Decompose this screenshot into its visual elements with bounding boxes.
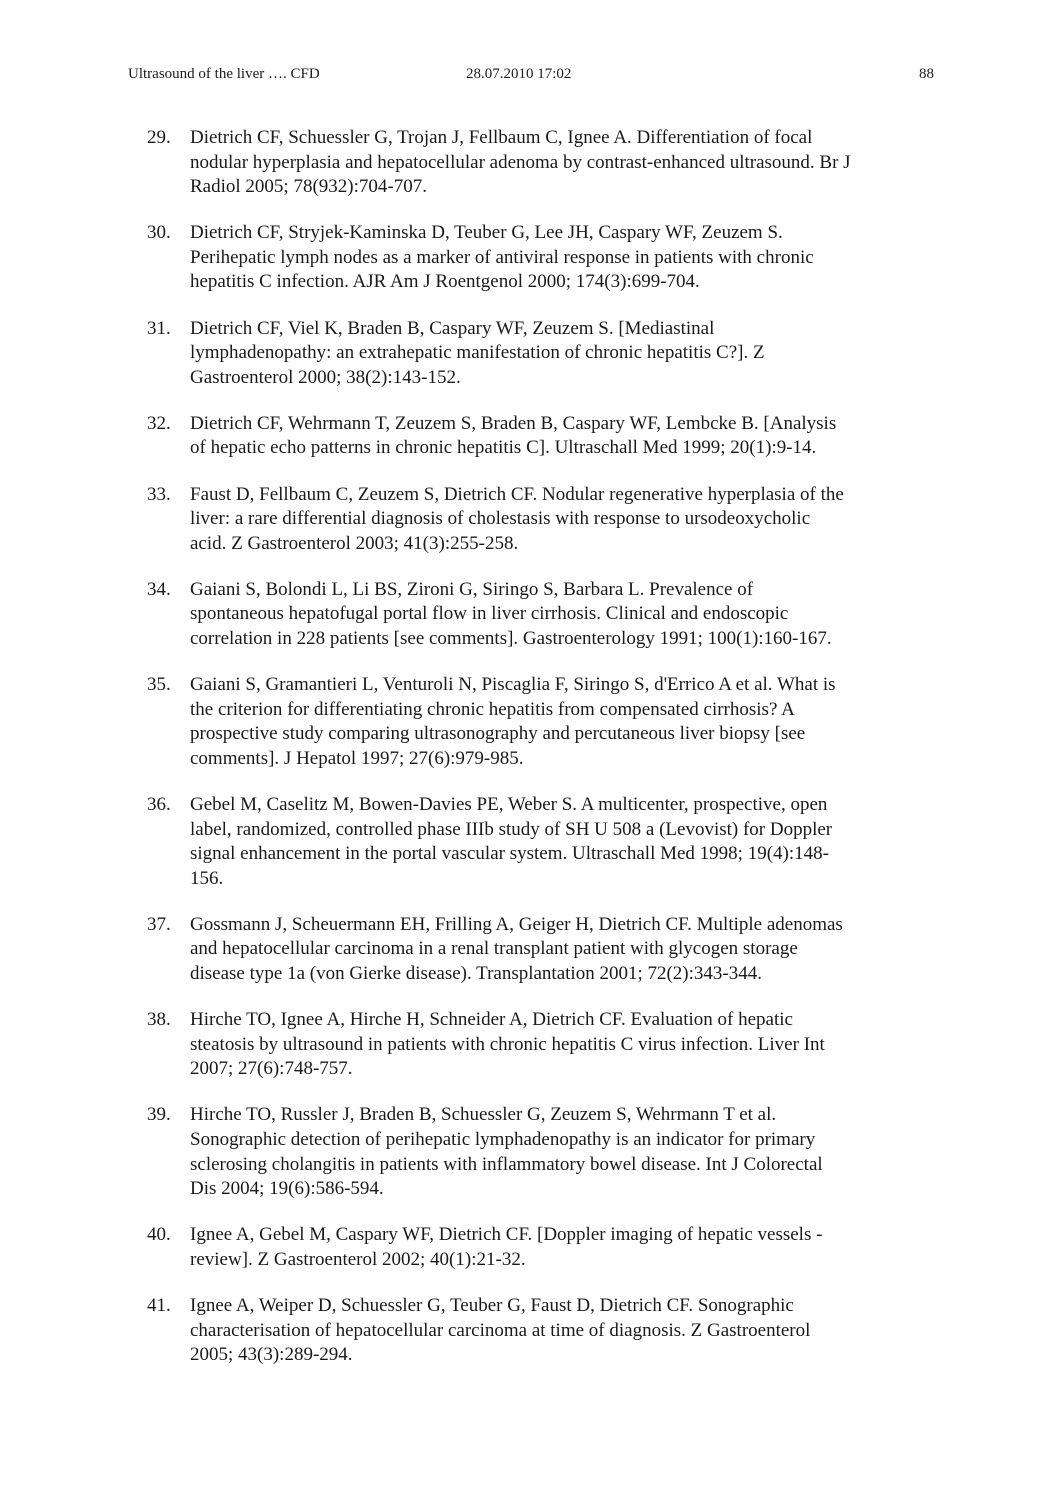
reference-text-line: steatosis by ultrasound in patients with chronic hepatitis C virus infection. Liver Int [190, 1033, 825, 1055]
reference-text-line: review]. Z Gastroenterol 2002; 40(1):21-32. [190, 1248, 526, 1270]
reference-text-line: Sonographic detection of perihepatic lymphadenopathy is an indicator for primary [190, 1129, 816, 1150]
page-number: 88 [919, 66, 934, 82]
reference-text-line: Ignee A, Weiper D, Schuessler G, Teuber G, Faust D, Dietrich CF. Sonographic [190, 1294, 794, 1316]
reference-item [147, 1294, 947, 1368]
header-title: Ultrasound of the liver …. CFD [128, 66, 320, 82]
reference-text-line: liver: a rare differential diagnosis of cholestasis with response to ursodeoxycholic [190, 508, 811, 530]
reference-item [147, 412, 947, 461]
reference-text-line: Faust D, Fellbaum C, Zeuzem S, Dietrich CF. Nodular regenerative hyperplasia of the [190, 483, 844, 505]
reference-number: 37. [147, 913, 171, 935]
reference-item [147, 126, 947, 200]
reference-number: 30. [147, 222, 171, 244]
reference-item [147, 221, 947, 295]
reference-text-line: correlation in 228 patients [see comments]. Gastroenterology 1991; 100(1):160-167. [190, 628, 832, 649]
reference-number: 39. [147, 1104, 171, 1126]
reference-text-line: Dietrich CF, Stryjek-Kaminska D, Teuber G, Lee JH, Caspary WF, Zeuzem S. [190, 222, 783, 244]
reference-item [147, 317, 947, 391]
reference-item [147, 578, 947, 652]
reference-number: 34. [147, 578, 171, 600]
reference-number: 29. [147, 127, 171, 148]
reference-text-line: disease type 1a (von Gierke disease). Transplantation 2001; 72(2):343-344. [190, 963, 762, 985]
reference-text-line: lymphadenopathy: an extrahepatic manifestation of chronic hepatitis C?]. Z [190, 342, 765, 364]
reference-text-line: Gossmann J, Scheuermann EH, Frilling A, Geiger H, Dietrich CF. Multiple adenomas [190, 913, 843, 935]
reference-text-line: Dis 2004; 19(6):586-594. [190, 1178, 384, 1200]
reference-text-line: Gastroenterol 2000; 38(2):143-152. [190, 366, 461, 388]
reference-text-line: sclerosing cholangitis in patients with inflammatory bowel disease. Int J Colorectal [190, 1153, 823, 1175]
page-header [128, 64, 938, 86]
reference-text-line: acid. Z Gastroenterol 2003; 41(3):255-258. [190, 532, 519, 554]
reference-text-line: characterisation of hepatocellular carcinoma at time of diagnosis. Z Gastroenterol [190, 1319, 811, 1341]
reference-list [147, 126, 947, 1389]
reference-number: 36. [147, 793, 171, 815]
reference-text-line: 2005; 43(3):289-294. [190, 1344, 353, 1366]
reference-text-line: the criterion for differentiating chronic hepatitis from compensated cirrhosis? A [190, 698, 795, 720]
reference-text-line: Hirche TO, Russler J, Braden B, Schuessler G, Zeuzem S, Wehrmann T et al. [190, 1104, 777, 1126]
reference-item [147, 1008, 947, 1082]
reference-item [147, 913, 947, 987]
reference-text-line: prospective study comparing ultrasonography and percutaneous liver biopsy [see [190, 723, 806, 745]
reference-text-line: 2007; 27(6):748-757. [190, 1058, 353, 1080]
reference-number: 33. [147, 483, 171, 505]
reference-text-line: Radiol 2005; 78(932):704-707. [190, 176, 427, 198]
reference-number: 31. [147, 317, 171, 339]
reference-text-line: signal enhancement in the portal vascular system. Ultraschall Med 1998; 19(4):148- [190, 843, 829, 865]
reference-number: 35. [147, 674, 171, 696]
reference-text-line: Hirche TO, Ignee A, Hirche H, Schneider A, Dietrich CF. Evaluation of hepatic [190, 1009, 793, 1031]
header-timestamp: 28.07.2010 17:02 [466, 66, 572, 82]
reference-text-line: Gaiani S, Bolondi L, Li BS, Zironi G, Siringo S, Barbara L. Prevalence of [190, 578, 754, 600]
reference-text-line: Ignee A, Gebel M, Caspary WF, Dietrich CF. [Doppler imaging of hepatic vessels - [190, 1224, 823, 1246]
reference-number: 40. [147, 1224, 171, 1246]
reference-text-line: nodular hyperplasia and hepatocellular adenoma by contrast-enhanced ultrasound. Br J [190, 151, 851, 173]
reference-item [147, 1103, 947, 1201]
reference-text-line: and hepatocellular carcinoma in a renal transplant patient with glycogen storage [190, 938, 798, 960]
reference-text-line: 156. [190, 867, 224, 889]
reference-text-line: Dietrich CF, Viel K, Braden B, Caspary WF, Zeuzem S. [Mediastinal [190, 317, 715, 339]
reference-text-line: Gebel M, Caselitz M, Bowen-Davies PE, Weber S. A multicenter, prospective, open [190, 793, 828, 815]
reference-item [147, 483, 947, 557]
reference-text-line: Gaiani S, Gramantieri L, Venturoli N, Piscaglia F, Siringo S, d'Errico A et al. What is [190, 674, 836, 696]
reference-text-line: of hepatic echo patterns in chronic hepatitis C]. Ultraschall Med 1999; 20(1):9-14. [190, 437, 817, 459]
reference-text-line: Dietrich CF, Schuessler G, Trojan J, Fellbaum C, Ignee A. Differentiation of focal [190, 127, 813, 148]
reference-text-line: comments]. J Hepatol 1997; 27(6):979-985. [190, 747, 524, 769]
reference-number: 38. [147, 1009, 171, 1031]
reference-item [147, 793, 947, 891]
reference-number: 41. [147, 1294, 171, 1316]
reference-text-line: spontaneous hepatofugal portal flow in liver cirrhosis. Clinical and endoscopic [190, 603, 789, 625]
reference-item [147, 673, 947, 771]
reference-text-line: Perihepatic lymph nodes as a marker of antiviral response in patients with chronic [190, 246, 814, 268]
reference-text-line: Dietrich CF, Wehrmann T, Zeuzem S, Braden B, Caspary WF, Lembcke B. [Analysis [190, 412, 837, 434]
reference-text-line: label, randomized, controlled phase IIIb study of SH U 508 a (Levovist) for Doppler [190, 818, 833, 840]
reference-item [147, 1223, 947, 1272]
reference-text-line: hepatitis C infection. AJR Am J Roentgenol 2000; 174(3):699-704. [190, 271, 700, 293]
reference-number: 32. [147, 412, 171, 434]
